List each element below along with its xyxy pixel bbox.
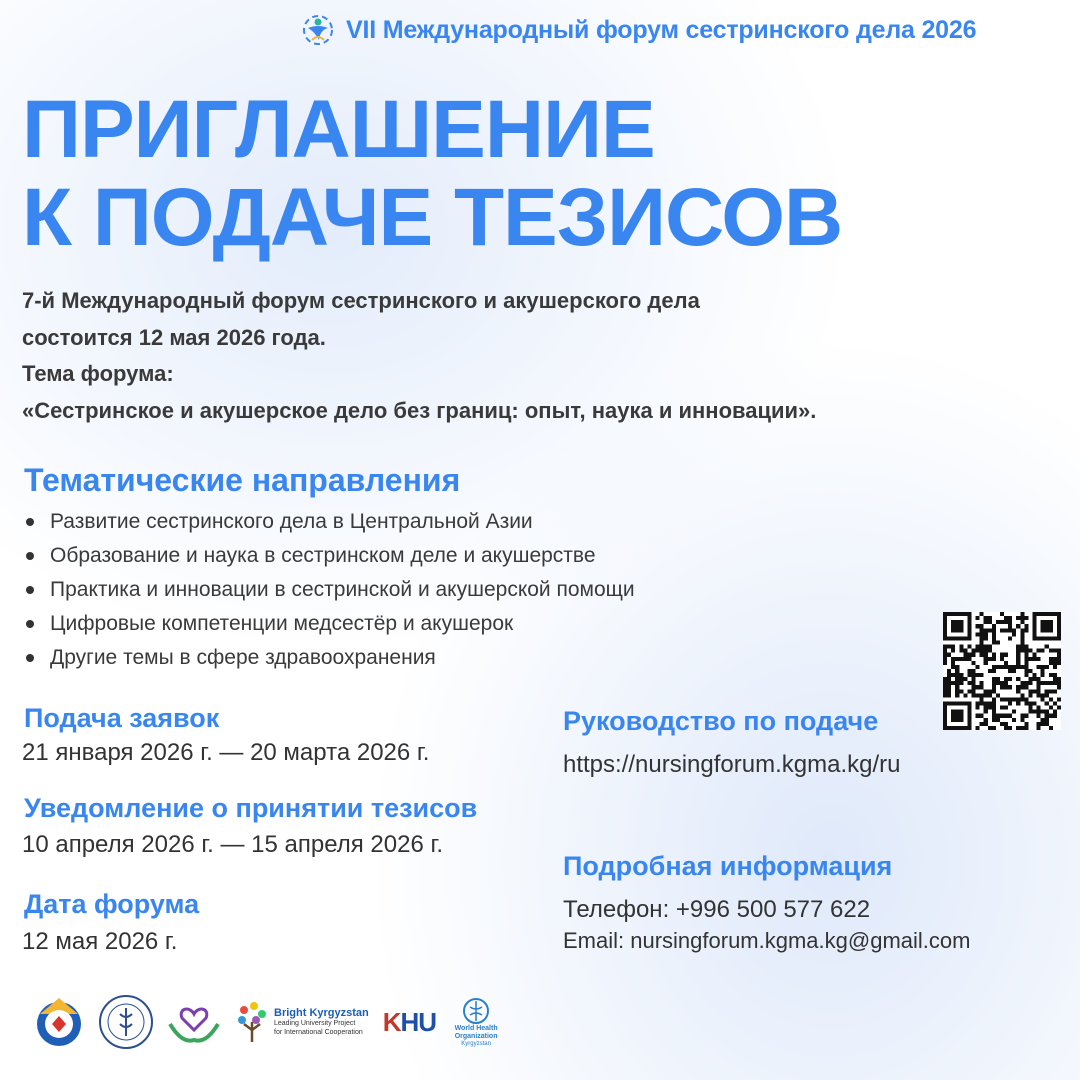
list-item: [22, 641, 635, 675]
bright-subtitle-2: for International Cooperation: [274, 1029, 363, 1036]
forum-date-value: 12 мая 2026 г.: [22, 928, 178, 955]
topic-label: Другие темы в сфере здравоохранения: [50, 646, 436, 669]
bright-kyrgyzstan-text: [274, 1007, 369, 1037]
who-country: Kyrgyzstan: [461, 1041, 491, 1047]
bright-title: Bright Kyrgyzstan: [274, 1007, 369, 1019]
intro-line-4: «Сестринское и акушерское дело без границ: опыт, наука и инновации».: [22, 397, 817, 423]
intro-text: [22, 283, 816, 429]
forum-date-title: Дата форума: [24, 889, 200, 919]
who-name: World Health Organization: [454, 1025, 498, 1040]
intro-line-1: 7-й Международный форум сестринского и акушерского дела: [22, 288, 700, 313]
topic-label: Развитие сестринского дела в Центральной Азии: [50, 510, 533, 533]
list-item: [22, 573, 635, 607]
submission-title: Подача заявок: [24, 703, 220, 733]
intro-line-3: Тема форума:: [22, 361, 174, 386]
intro-line-2: состоится 12 мая 2026 года.: [22, 324, 326, 350]
partner-logos: [34, 990, 502, 1054]
list-item: [22, 539, 635, 573]
notification-dates: 10 апреля 2026 г. — 15 апреля 2026 г.: [22, 831, 443, 858]
notification-title: Уведомление о принятии тезисов: [24, 793, 478, 823]
forum-banner: [300, 10, 976, 50]
who-logo: [450, 997, 502, 1047]
bullet-icon: [26, 586, 34, 594]
guide-url-link[interactable]: https://nursingforum.kgma.kg/ru: [563, 751, 901, 778]
khu-rest: HU: [400, 1006, 437, 1037]
topics-list: [22, 505, 635, 675]
topic-label: Цифровые компетенции медсестёр и акушерок: [50, 612, 514, 635]
hands-heart-logo-icon: [168, 1000, 220, 1044]
topics-title: Тематические направления: [24, 462, 461, 498]
bright-tree-icon: [234, 1000, 270, 1044]
nursing-association-logo-icon: [34, 994, 84, 1050]
bullet-icon: [26, 654, 34, 662]
khu-logo: [383, 1007, 436, 1038]
forum-logo-icon: [300, 12, 336, 48]
topic-label: Образование и наука в сестринском деле и акушерстве: [50, 544, 596, 567]
info-email: Email: nursingforum.kgma.kg@gmail.com: [563, 928, 971, 953]
page-title: [22, 86, 842, 262]
bright-kyrgyzstan-logo: [234, 1000, 369, 1044]
info-phone: Телефон: +996 500 577 622: [563, 896, 871, 923]
page-title-line-2: К ПОДАЧЕ ТЕЗИСОВ: [22, 172, 843, 263]
topic-label: Практика и инновации в сестринской и акушерской помощи: [50, 578, 635, 601]
bright-subtitle-1: Leading University Project: [274, 1020, 356, 1027]
bullet-icon: [26, 620, 34, 628]
who-emblem-icon: [462, 997, 490, 1025]
list-item: [22, 505, 635, 539]
guide-title: Руководство по подаче: [563, 706, 879, 736]
bullet-icon: [26, 518, 34, 526]
medical-academy-logo-icon: [98, 994, 154, 1050]
forum-banner-title: VII Международный форум сестринского дела 2026: [346, 15, 977, 44]
page-title-line-1: ПРИГЛАШЕНИЕ: [22, 84, 655, 175]
qr-code[interactable]: [943, 612, 1061, 730]
list-item: [22, 607, 635, 641]
bullet-icon: [26, 552, 34, 560]
info-title: Подробная информация: [563, 851, 893, 881]
submission-dates: 21 января 2026 г. — 20 марта 2026 г.: [22, 739, 430, 766]
khu-k: K: [382, 1006, 401, 1037]
